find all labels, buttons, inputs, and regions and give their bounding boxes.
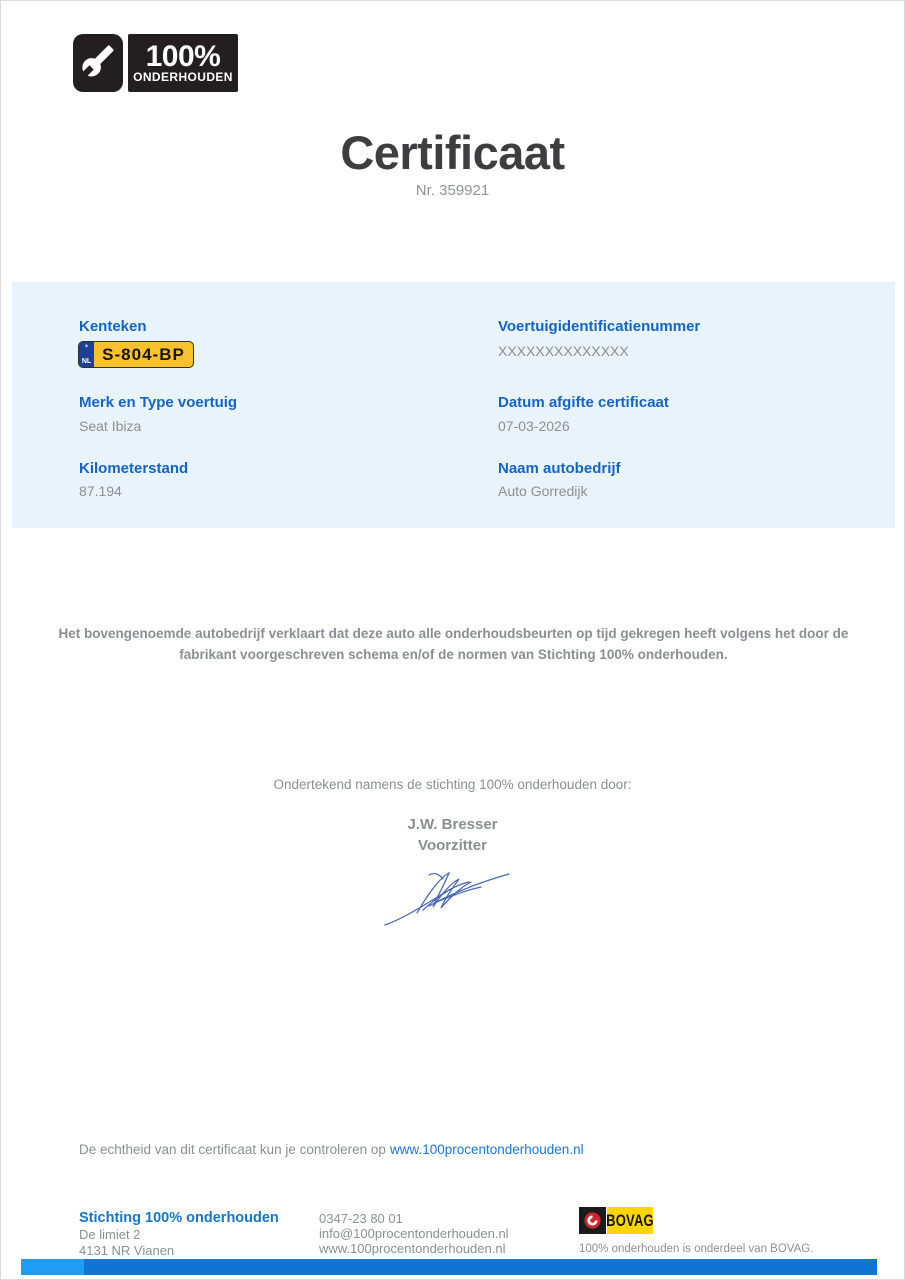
eu-stars-icon: ✶: [83, 344, 90, 350]
declaration-statement: Het bovengenoemde autobedrijf verklaart dat deze auto alle onderhoudsbeurten op tijd gekregen heeft volgens het door de fabrikant voorgeschreven schema en/of de normen van Stichting 100% onderhouden.: [58, 626, 849, 662]
field-value-kilometerstand: 87.194: [79, 483, 122, 499]
field-label-kenteken: Kenteken: [79, 318, 147, 335]
certificate-number: Nr. 359921: [415, 182, 490, 199]
bottom-bar-accent: [21, 1259, 84, 1275]
field-label-naam-autobedrijf: Naam autobedrijf: [498, 460, 621, 477]
signer-role: Voorzitter: [418, 837, 487, 854]
brand-line1: 100%: [145, 39, 221, 73]
field-value-vin: XXXXXXXXXXXXXX: [498, 343, 629, 359]
field-value-naam-autobedrijf: Auto Gorredijk: [498, 483, 588, 499]
page-title: Certificaat: [340, 126, 565, 179]
field-value-datum-afgifte: 07-03-2026: [498, 418, 570, 434]
field-label-merk-type: Merk en Type voertuig: [79, 394, 238, 411]
org-name: Stichting 100% onderhouden: [79, 1210, 279, 1226]
contact-email: info@100procentonderhouden.nl: [319, 1226, 509, 1241]
wrench-icon: [81, 44, 115, 83]
bovag-emblem-icon: [579, 1207, 606, 1234]
verify-text: De echtheid van dit certificaat kun je controleren op: [79, 1142, 386, 1157]
license-plate: [78, 341, 194, 368]
verify-link[interactable]: www.100procentonderhouden.nl: [389, 1142, 584, 1157]
field-label-datum-afgifte: Datum afgifte certificaat: [498, 394, 669, 411]
footer-organisation: [79, 1210, 279, 1258]
verify-line: [79, 1142, 584, 1157]
bovag-note: 100% onderhouden is onderdeel van BOVAG.: [579, 1243, 814, 1255]
signing-intro: Ondertekend namens de stichting 100% onderhouden door:: [273, 777, 632, 792]
wrench-logo-tile: [73, 34, 123, 92]
brand-wordmark: [128, 34, 238, 92]
brand-line2: ONDERHOUDEN: [133, 69, 233, 84]
footer-contact: [319, 1211, 509, 1256]
brand-logo: [73, 34, 238, 92]
bovag-wordmark: BOVAG: [606, 1211, 654, 1230]
contact-website: www.100procentonderhouden.nl: [319, 1241, 506, 1256]
field-label-vin: Voertuigidentificatienummer: [498, 318, 701, 335]
country-code: NL: [81, 358, 92, 365]
bottom-bar: [84, 1259, 877, 1275]
field-label-kilometerstand: Kilometerstand: [79, 460, 189, 477]
org-address-line2: 4131 NR Vianen: [79, 1242, 175, 1258]
bovag-logo: [579, 1207, 813, 1234]
signer-name: J.W. Bresser: [407, 816, 498, 833]
signature-image: [379, 861, 524, 938]
contact-phone: 0347-23 80 01: [319, 1211, 403, 1226]
license-plate-number: S-804-BP: [102, 344, 185, 364]
license-plate-eu-strip: [79, 342, 94, 367]
footer-bovag: [579, 1207, 813, 1255]
bovag-wordmark-box: [607, 1207, 653, 1234]
field-value-merk-type: Seat Ibiza: [79, 418, 142, 434]
org-address-line1: De limiet 2: [79, 1227, 141, 1242]
